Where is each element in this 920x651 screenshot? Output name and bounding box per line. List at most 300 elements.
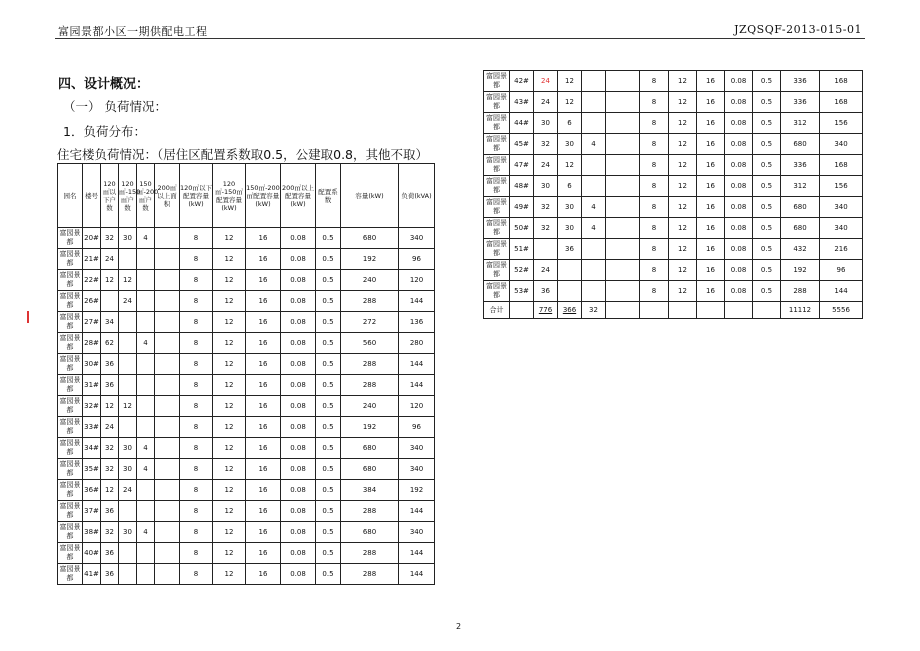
table-cell: 8 (640, 176, 669, 197)
table-row (58, 438, 435, 459)
table-cell (155, 459, 180, 480)
table-cell: 12 (669, 176, 697, 197)
estate-name-cell: 富园景都 (58, 501, 83, 522)
table-cell: 0.5 (316, 438, 341, 459)
table-cell: 8 (180, 417, 213, 438)
column-header: 150㎡-200㎡配置容量(kW) (246, 164, 281, 228)
table-cell: 12 (669, 134, 697, 155)
table-cell (606, 134, 640, 155)
total-cell: 776 (534, 302, 558, 319)
table-cell: 30 (558, 197, 582, 218)
table-row (484, 176, 863, 197)
table-cell: 0.08 (281, 354, 316, 375)
table-cell: 36 (558, 239, 582, 260)
table-cell: 36 (101, 375, 119, 396)
table-cell (582, 281, 606, 302)
table-cell: 24 (534, 155, 558, 176)
table-cell: 12 (213, 438, 246, 459)
table-cell: 0.5 (753, 176, 781, 197)
table-row (58, 522, 435, 543)
table-cell: 168 (820, 92, 863, 113)
table-cell: 0.5 (753, 113, 781, 134)
table-cell: 20# (83, 228, 101, 249)
table-cell: 12 (119, 396, 137, 417)
table-cell: 16 (246, 480, 281, 501)
table-cell: 32 (101, 522, 119, 543)
table-cell: 0.08 (281, 501, 316, 522)
table-cell: 340 (820, 218, 863, 239)
table-cell: 216 (820, 239, 863, 260)
table-cell: 8 (640, 218, 669, 239)
total-cell (606, 302, 640, 319)
table-cell (582, 92, 606, 113)
table-cell: 168 (820, 155, 863, 176)
table-cell: 12 (558, 155, 582, 176)
table-cell: 16 (246, 333, 281, 354)
table-cell: 16 (697, 71, 725, 92)
table-cell: 8 (640, 134, 669, 155)
table-cell (534, 239, 558, 260)
table-cell: 35# (83, 459, 101, 480)
header-title: 富园景都小区一期供配电工程 (58, 25, 208, 38)
table-cell: 8 (640, 92, 669, 113)
table-cell: 0.08 (725, 218, 753, 239)
table-cell: 36 (101, 354, 119, 375)
table-cell: 30 (119, 522, 137, 543)
table-cell (119, 249, 137, 270)
table-cell (582, 239, 606, 260)
table-cell (606, 260, 640, 281)
table-cell: 340 (399, 459, 435, 480)
table-cell: 30 (119, 228, 137, 249)
table-cell: 4 (137, 228, 155, 249)
table-cell: 0.5 (316, 522, 341, 543)
table-cell: 144 (399, 375, 435, 396)
table-cell: 192 (341, 249, 399, 270)
table-cell: 44# (510, 113, 534, 134)
table-cell (119, 501, 137, 522)
table-cell: 24 (101, 417, 119, 438)
table-cell: 680 (341, 438, 399, 459)
table-cell: 32 (534, 197, 558, 218)
table-cell (155, 228, 180, 249)
table-cell: 24 (119, 291, 137, 312)
table-cell: 30 (534, 176, 558, 197)
table-cell: 32 (534, 134, 558, 155)
table-cell: 30 (558, 218, 582, 239)
table-cell (137, 501, 155, 522)
total-cell (753, 302, 781, 319)
table-cell: 12 (213, 270, 246, 291)
table-cell (155, 291, 180, 312)
table-cell: 30 (534, 113, 558, 134)
table-cell: 16 (246, 543, 281, 564)
table-cell: 12 (213, 354, 246, 375)
table-cell: 32# (83, 396, 101, 417)
table-row (484, 239, 863, 260)
table-row (58, 564, 435, 585)
estate-name-cell: 富园景都 (58, 480, 83, 501)
table-cell: 12 (669, 113, 697, 134)
table-cell: 16 (246, 522, 281, 543)
table-cell: 144 (399, 501, 435, 522)
table-cell: 12 (213, 375, 246, 396)
table-cell: 16 (697, 92, 725, 113)
column-header: 120㎡以下户数 (101, 164, 119, 228)
table-cell (155, 396, 180, 417)
estate-name-cell: 富园景都 (58, 543, 83, 564)
table-cell: 192 (341, 417, 399, 438)
table-cell: 12 (213, 459, 246, 480)
table-cell: 16 (246, 375, 281, 396)
table-cell: 30 (558, 134, 582, 155)
table-cell: 12 (213, 417, 246, 438)
table-cell: 0.5 (316, 228, 341, 249)
table-cell: 336 (781, 71, 820, 92)
table-cell: 34# (83, 438, 101, 459)
margin-mark (27, 311, 29, 323)
table-cell (137, 354, 155, 375)
table-cell: 36 (101, 501, 119, 522)
column-header: 120㎡-150㎡配置容量(kW) (213, 164, 246, 228)
table-cell (155, 354, 180, 375)
table-cell: 0.08 (281, 459, 316, 480)
column-header: 负荷(kVA) (399, 164, 435, 228)
table-cell: 27# (83, 312, 101, 333)
table-cell (137, 375, 155, 396)
table-cell: 8 (640, 281, 669, 302)
table-cell (606, 239, 640, 260)
table-cell: 12 (669, 260, 697, 281)
column-header: 200㎡以上面积 (155, 164, 180, 228)
table-cell (606, 71, 640, 92)
table-cell: 48# (510, 176, 534, 197)
table-row (484, 92, 863, 113)
estate-name-cell: 富园景都 (58, 249, 83, 270)
table-cell: 0.08 (725, 134, 753, 155)
table-cell: 0.08 (281, 333, 316, 354)
table-cell: 34 (101, 312, 119, 333)
table-cell: 0.5 (753, 134, 781, 155)
table-cell: 144 (399, 354, 435, 375)
table-cell: 0.08 (281, 564, 316, 585)
table-cell (119, 354, 137, 375)
table-cell: 32 (101, 438, 119, 459)
table-cell: 4 (137, 438, 155, 459)
table-cell: 8 (180, 543, 213, 564)
table-cell: 16 (246, 354, 281, 375)
table-cell: 0.5 (753, 92, 781, 113)
total-cell: 366 (558, 302, 582, 319)
header-code: JZQSQF-2013-015-01 (734, 23, 862, 36)
table-cell (155, 417, 180, 438)
table-cell: 0.08 (725, 155, 753, 176)
table-cell: 0.5 (316, 417, 341, 438)
table-cell (137, 564, 155, 585)
table-cell: 8 (180, 375, 213, 396)
total-cell: 5556 (820, 302, 863, 319)
estate-name-cell: 富园景都 (58, 312, 83, 333)
table-cell (119, 417, 137, 438)
table-cell: 24 (119, 480, 137, 501)
estate-name-cell: 富园景都 (58, 396, 83, 417)
table-cell: 36 (101, 564, 119, 585)
table-cell: 12 (213, 522, 246, 543)
table-cell: 42# (510, 71, 534, 92)
table-cell: 136 (399, 312, 435, 333)
header-rule (55, 38, 865, 39)
table-cell: 168 (820, 71, 863, 92)
table-cell: 32 (101, 228, 119, 249)
table-cell: 336 (781, 92, 820, 113)
table-cell: 0.5 (753, 260, 781, 281)
table-cell: 16 (697, 239, 725, 260)
table-row (484, 260, 863, 281)
estate-name-cell: 富园景都 (58, 522, 83, 543)
column-header: 容量(kW) (341, 164, 399, 228)
column-header: 配置系数 (316, 164, 341, 228)
estate-name-cell: 富园景都 (484, 239, 510, 260)
table-cell: 432 (781, 239, 820, 260)
table-cell: 12 (101, 270, 119, 291)
table-row (484, 218, 863, 239)
table-cell: 26# (83, 291, 101, 312)
table-cell: 8 (180, 228, 213, 249)
table-cell: 0.5 (316, 270, 341, 291)
table-cell: 32 (534, 218, 558, 239)
table-cell: 8 (180, 249, 213, 270)
table-cell: 50# (510, 218, 534, 239)
total-cell (669, 302, 697, 319)
table-cell: 52# (510, 260, 534, 281)
table-cell (137, 543, 155, 564)
subsection-heading: （一） 负荷情况： (63, 99, 167, 114)
table-cell: 0.08 (725, 281, 753, 302)
table-cell: 0.5 (316, 354, 341, 375)
table-cell: 12 (558, 71, 582, 92)
table-cell: 24 (534, 71, 558, 92)
table-row (484, 281, 863, 302)
table-cell: 16 (246, 417, 281, 438)
table-cell: 312 (781, 113, 820, 134)
table-cell: 16 (246, 564, 281, 585)
table-cell (119, 543, 137, 564)
table-cell: 8 (180, 312, 213, 333)
table-cell: 12 (213, 543, 246, 564)
table-row (484, 134, 863, 155)
table-cell (606, 197, 640, 218)
table-cell: 120 (399, 396, 435, 417)
table-cell: 0.5 (316, 375, 341, 396)
table-cell: 0.08 (281, 228, 316, 249)
table-cell: 0.5 (753, 71, 781, 92)
table-cell: 144 (820, 281, 863, 302)
table-cell: 288 (341, 501, 399, 522)
table-cell: 8 (180, 354, 213, 375)
table-cell (155, 522, 180, 543)
table-cell: 340 (399, 228, 435, 249)
table-cell: 16 (697, 176, 725, 197)
table-cell: 40# (83, 543, 101, 564)
load-table-left (57, 163, 435, 585)
table-cell: 24 (534, 92, 558, 113)
column-header: 园名 (58, 164, 83, 228)
table-cell: 8 (180, 522, 213, 543)
estate-name-cell: 富园景都 (58, 291, 83, 312)
column-header: 120㎡-150㎡户数 (119, 164, 137, 228)
column-header: 200㎡以上配置容量(kW) (281, 164, 316, 228)
table-cell: 16 (697, 197, 725, 218)
table-cell: 192 (399, 480, 435, 501)
table-cell: 288 (341, 291, 399, 312)
estate-name-cell: 富园景都 (484, 176, 510, 197)
table-cell: 6 (558, 113, 582, 134)
table-cell: 30# (83, 354, 101, 375)
table-header-row (58, 164, 435, 228)
estate-name-cell: 富园景都 (484, 155, 510, 176)
table-cell (558, 281, 582, 302)
estate-name-cell: 富园景都 (58, 228, 83, 249)
table-cell: 272 (341, 312, 399, 333)
total-row (484, 302, 863, 319)
table-cell: 156 (820, 176, 863, 197)
table-cell: 0.5 (316, 459, 341, 480)
table-cell (119, 564, 137, 585)
table-cell: 6 (558, 176, 582, 197)
table-cell: 8 (640, 260, 669, 281)
table-cell: 16 (246, 228, 281, 249)
estate-name-cell: 富园景都 (58, 333, 83, 354)
table-cell: 30 (119, 438, 137, 459)
table-cell: 49# (510, 197, 534, 218)
estate-name-cell: 富园景都 (484, 197, 510, 218)
table-cell: 36 (534, 281, 558, 302)
table-cell (137, 291, 155, 312)
table-cell: 22# (83, 270, 101, 291)
table-cell: 16 (246, 312, 281, 333)
estate-name-cell: 富园景都 (58, 354, 83, 375)
table-row (58, 249, 435, 270)
table-cell: 0.08 (281, 438, 316, 459)
table-cell: 680 (781, 218, 820, 239)
estate-name-cell: 富园景都 (58, 459, 83, 480)
table-cell: 12 (213, 312, 246, 333)
table-cell: 24 (101, 249, 119, 270)
table-cell (606, 218, 640, 239)
estate-name-cell: 富园景都 (484, 92, 510, 113)
table-cell (155, 333, 180, 354)
table-row (58, 417, 435, 438)
table-cell: 144 (399, 543, 435, 564)
table-row (58, 501, 435, 522)
table-cell: 43# (510, 92, 534, 113)
table-row (58, 291, 435, 312)
table-cell: 8 (640, 155, 669, 176)
table-cell: 0.08 (281, 291, 316, 312)
table-cell: 8 (180, 564, 213, 585)
table-cell: 680 (341, 228, 399, 249)
table-cell: 32 (101, 459, 119, 480)
table-cell: 16 (246, 270, 281, 291)
table-row (58, 333, 435, 354)
table-cell: 16 (697, 281, 725, 302)
table-cell: 12 (213, 564, 246, 585)
table-cell: 12 (669, 155, 697, 176)
table-row (58, 459, 435, 480)
table-cell: 12 (101, 396, 119, 417)
total-label: 合计 (484, 302, 510, 319)
table-cell: 12 (119, 270, 137, 291)
estate-name-cell: 富园景都 (484, 218, 510, 239)
estate-name-cell: 富园景都 (58, 375, 83, 396)
table-cell (137, 396, 155, 417)
table-cell: 12 (669, 281, 697, 302)
table-cell: 288 (781, 281, 820, 302)
table-cell: 96 (399, 417, 435, 438)
table-cell: 288 (341, 543, 399, 564)
table-cell: 16 (697, 260, 725, 281)
table-cell (606, 92, 640, 113)
table-cell: 4 (582, 134, 606, 155)
table-cell: 0.08 (281, 480, 316, 501)
table-cell: 12 (213, 501, 246, 522)
table-cell: 8 (180, 438, 213, 459)
table-cell: 0.5 (316, 312, 341, 333)
table-cell: 12 (669, 71, 697, 92)
table-cell: 384 (341, 480, 399, 501)
table-row (484, 71, 863, 92)
table-cell (606, 113, 640, 134)
table-cell (119, 312, 137, 333)
table-cell: 0.08 (725, 176, 753, 197)
total-cell: 11112 (781, 302, 820, 319)
table-cell: 0.5 (316, 291, 341, 312)
table-cell (137, 312, 155, 333)
table-cell: 144 (399, 291, 435, 312)
table-cell: 0.5 (316, 564, 341, 585)
table-cell: 0.5 (316, 396, 341, 417)
table-cell: 12 (213, 291, 246, 312)
table-cell (582, 71, 606, 92)
table-cell: 288 (341, 354, 399, 375)
table-cell: 0.5 (753, 197, 781, 218)
table-cell: 336 (781, 155, 820, 176)
table-row (484, 197, 863, 218)
table-cell: 16 (246, 501, 281, 522)
table-cell: 8 (640, 113, 669, 134)
table-cell: 120 (399, 270, 435, 291)
table-cell: 680 (781, 197, 820, 218)
table-cell: 36# (83, 480, 101, 501)
table-cell: 4 (582, 218, 606, 239)
table-cell: 24 (534, 260, 558, 281)
table-row (58, 312, 435, 333)
table-cell: 16 (697, 134, 725, 155)
table-cell: 0.08 (281, 522, 316, 543)
column-header: 楼号 (83, 164, 101, 228)
table-cell: 45# (510, 134, 534, 155)
table-cell: 12 (669, 92, 697, 113)
table-cell (582, 155, 606, 176)
estate-name-cell: 富园景都 (58, 564, 83, 585)
table-cell: 680 (781, 134, 820, 155)
table-cell (155, 312, 180, 333)
table-cell (606, 155, 640, 176)
table-cell (582, 176, 606, 197)
table-cell: 12 (213, 333, 246, 354)
table-cell: 0.08 (281, 396, 316, 417)
table-cell: 0.5 (316, 333, 341, 354)
